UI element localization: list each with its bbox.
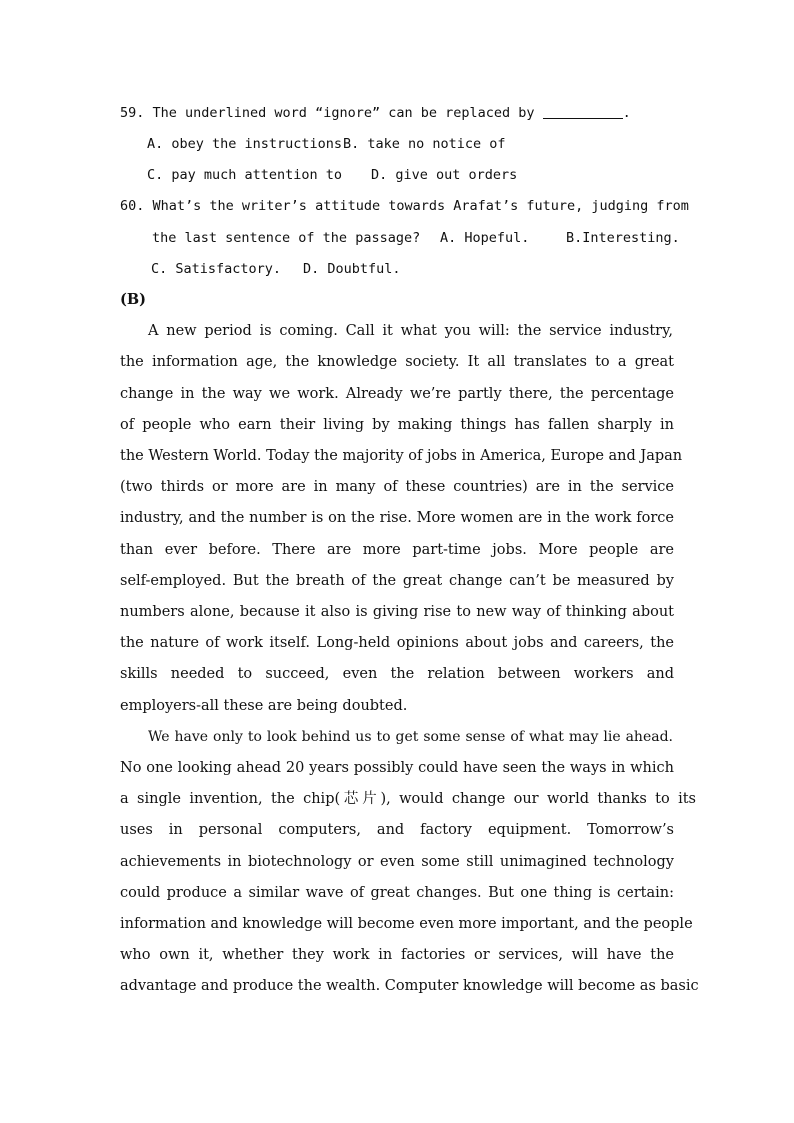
paragraph-line: (two thirds or more are in many of these countries) are in the service	[120, 479, 674, 495]
question-60-option-d: D. Doubtful.	[303, 261, 401, 277]
paragraph-line: than ever before. There are more part-time jobs. More people are	[120, 542, 674, 558]
question-59-option-c: C. pay much attention to	[147, 167, 343, 183]
paragraph-line: of people who earn their living by making things has fallen sharply in	[120, 417, 674, 433]
paragraph-line: change in the way we work. Already we’re partly there, the percentage	[120, 386, 674, 402]
paragraph-line: A new period is coming. Call it what you will: the service industry,	[148, 323, 673, 339]
paragraph-line: advantage and produce the wealth. Computer knowledge will become as basic	[120, 978, 699, 994]
question-59-text: 59. The underlined word “ignore” can be replaced by	[120, 105, 543, 121]
answer-blank	[543, 104, 623, 119]
paragraph-line: the Western World. Today the majority of jobs in America, Europe and Japan	[120, 448, 683, 464]
question-60-stem-cont: the last sentence of the passage?	[152, 230, 421, 246]
paragraph-line: achievements in biotechnology or even some still unimagined technology	[120, 854, 674, 870]
paragraph-line: industry, and the number is on the rise. More women are in the work force	[120, 510, 674, 526]
paragraph-line: employers-all these are being doubted.	[120, 698, 408, 714]
question-60-option-a: A. Hopeful.	[440, 230, 530, 246]
paragraph-line: We have only to look behind us to get some sense of what may lie ahead.	[148, 729, 673, 745]
paragraph-line: self-employed. But the breath of the great change can’t be measured by	[120, 573, 674, 589]
question-60-option-b: B.Interesting.	[566, 230, 680, 246]
question-59-stem	[120, 103, 631, 123]
question-59-period: .	[622, 105, 631, 121]
paragraph-line: who own it, whether they work in factories or services, will have the	[120, 947, 674, 963]
question-60-stem: 60. What’s the writer’s attitude towards Arafat’s future, judging from	[120, 198, 689, 214]
question-59-option-d: D. give out orders	[371, 167, 518, 183]
paragraph-line: the information age, the knowledge society. It all translates to a great	[120, 354, 674, 370]
question-59-option-b: B. take no notice of	[343, 136, 506, 152]
paragraph-line: numbers alone, because it also is giving rise to new way of thinking about	[120, 604, 674, 620]
paragraph-line: uses in personal computers, and factory equipment. Tomorrow’s	[120, 822, 674, 838]
question-59-option-a: A. obey the instructions	[147, 136, 343, 152]
paragraph-line: the nature of work itself. Long-held opinions about jobs and careers, the	[120, 635, 674, 651]
paragraph-line: a single invention, the chip(芯片), would change our world thanks to its	[120, 791, 696, 807]
paragraph-line: information and knowledge will become even more important, and the people	[120, 916, 693, 932]
paragraph-line: skills needed to succeed, even the relation between workers and	[120, 666, 674, 682]
paragraph-line: No one looking ahead 20 years possibly could have seen the ways in which	[120, 760, 674, 776]
section-heading: (B)	[120, 291, 146, 308]
question-60-option-c: C. Satisfactory.	[151, 261, 282, 277]
paragraph-line: could produce a similar wave of great changes. But one thing is certain:	[120, 885, 674, 901]
